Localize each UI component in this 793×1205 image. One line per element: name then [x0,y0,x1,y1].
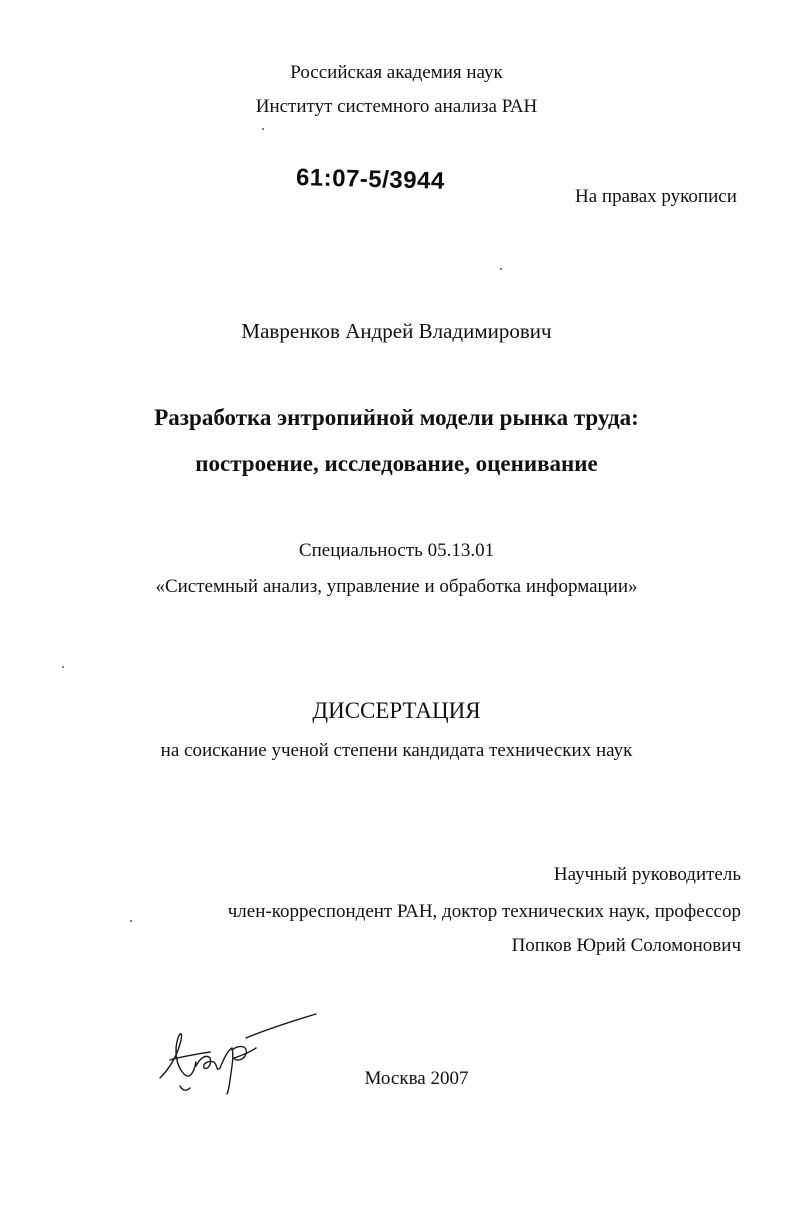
scan-speck [62,666,64,668]
advisor-name: Попков Юрий Соломонович [511,935,741,956]
catalog-stamp: 61:07-5/3944 [295,164,446,195]
rights-note: На правах рукописи [575,186,737,207]
advisor-role: Научный руководитель [553,864,741,885]
dissertation-title-line-2: построение, исследование, оценивание [195,451,598,476]
work-type-label: ДИССЕРТАЦИЯ [312,698,481,723]
specialty-name: «Системный анализ, управление и обработка информации» [155,576,638,597]
institute-name: Институт системного анализа РАН [255,96,538,117]
handwritten-signature [150,1008,330,1098]
degree-line: на соискание ученой степени кандидата технических наук [160,740,633,761]
scan-speck [262,128,264,130]
scan-speck [500,268,502,270]
city-year: Москва 2007 [364,1068,469,1089]
advisor-credentials: член-корреспондент РАН, доктор технических наук, профессор [227,901,741,922]
academy-name: Российская академия наук [290,62,503,83]
scan-speck [130,920,132,922]
author-name: Мавренков Андрей Владимирович [241,319,552,343]
specialty-code: Специальность 05.13.01 [298,540,495,561]
dissertation-title-line-1: Разработка энтропийной модели рынка труда: [154,405,639,430]
